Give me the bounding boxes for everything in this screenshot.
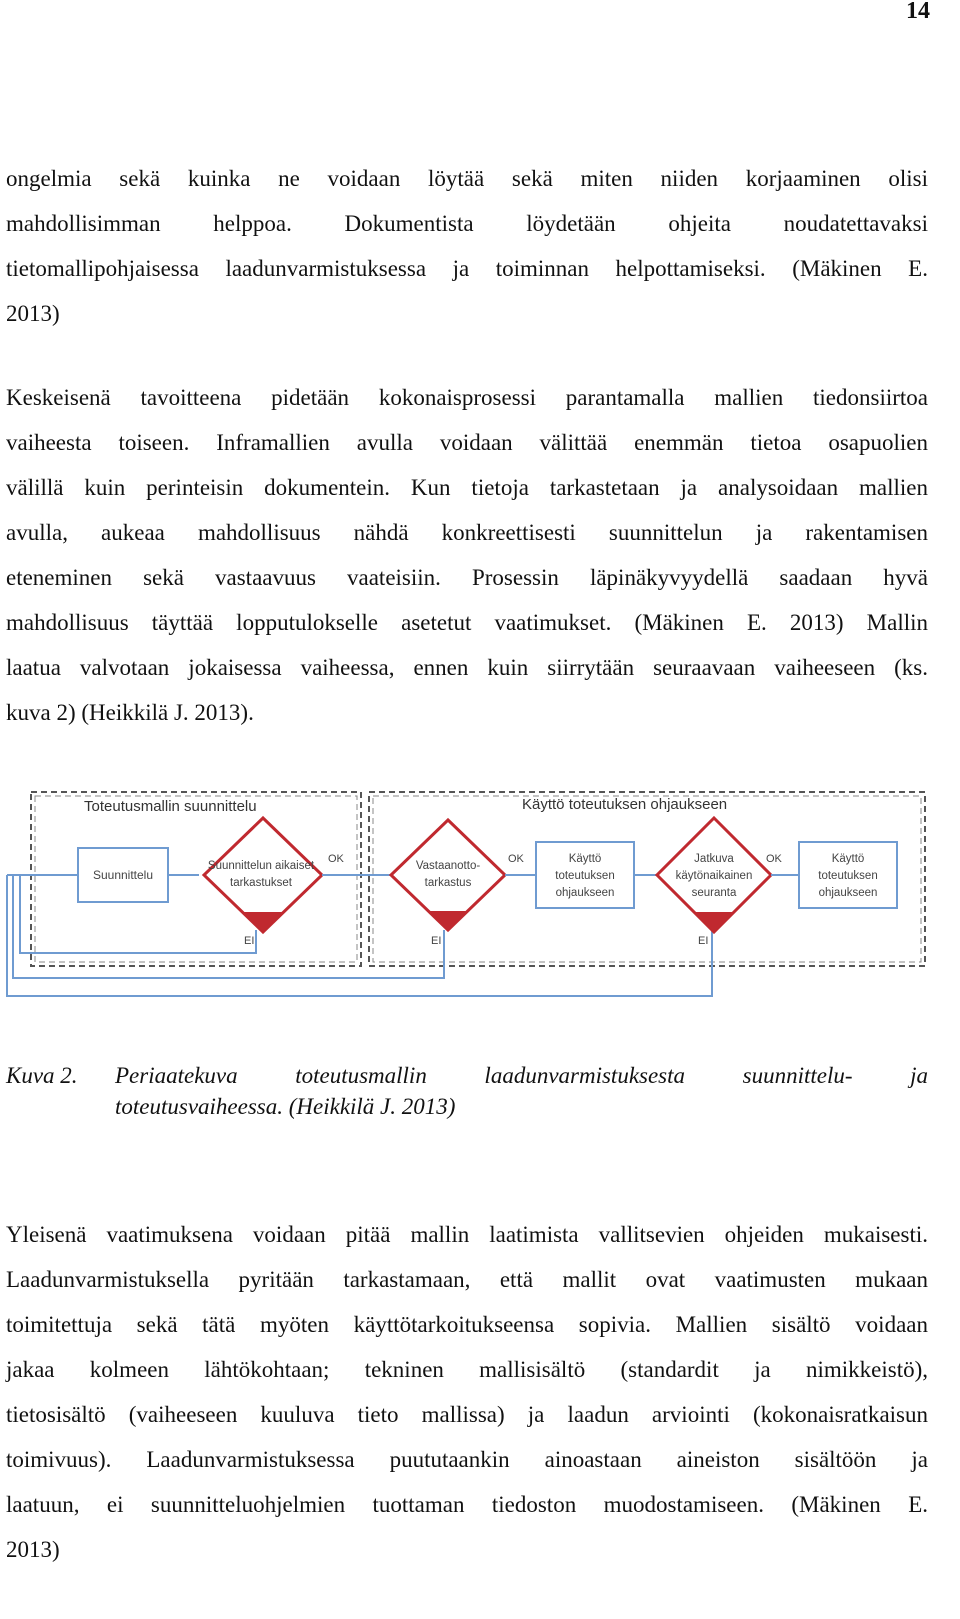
text-line: Keskeisenä tavoitteena pidetään kokonaisprosessi parantamalla mallien tiedonsiirtoa	[6, 385, 928, 410]
diamond-1-label-2: tarkastukset	[230, 877, 292, 889]
text-line: toimivuus). Laadunvarmistuksessa puututaankin ainoastaan aineiston sisältöön ja	[6, 1447, 928, 1472]
text-line: laatua valvotaan jokaisessa vaiheessa, ennen kuin siirrytään seuraavaan vaiheeseen (ks.	[6, 655, 928, 680]
diamond-3-fill	[694, 912, 734, 932]
text-line: tietosisältö (vaiheeseen kuuluva tieto mallissa) ja laadun arviointi (kokonaisratkaisun	[6, 1402, 928, 1427]
paragraph-2	[6, 375, 928, 735]
diamond-2-label-2: tarkastus	[424, 877, 472, 889]
ei-label-3: EI	[698, 935, 709, 947]
paragraph-3	[6, 1212, 928, 1572]
diamond-2-label-1: Vastaanotto-	[415, 860, 481, 872]
diamond-3-label-2: käytönaikainen	[675, 870, 753, 882]
text-line: kuva 2) (Heikkilä J. 2013).	[6, 700, 254, 725]
ok-label-1: OK	[328, 853, 344, 865]
diamond-3-label-1: Jatkuva	[694, 853, 734, 865]
ei-label-1: EI	[244, 935, 255, 947]
box-kaytto-1-label-2: toteutuksen	[555, 870, 615, 882]
diamond-1-label-1: Suunnittelun aikaiset	[207, 860, 315, 872]
ok-label-3: OK	[766, 853, 782, 865]
box-kaytto-1-label-3: ohjaukseen	[555, 887, 615, 899]
diamond-1-fill	[242, 912, 284, 932]
ok-label-2: OK	[508, 853, 524, 865]
process-diagram	[6, 780, 930, 1005]
caption-line: Periaatekuva toteutusmallin laadunvarmistuksesta suunnittelu- ja	[115, 1063, 928, 1088]
text-line: vaiheesta toiseen. Inframallien avulla voidaan välittää enemmän tietoa osapuolien	[6, 430, 928, 455]
text-line: jakaa kolmeen lähtökohtaan; tekninen mallisisältö (standardit ja nimikkeistö),	[6, 1357, 928, 1382]
process-diagram-svg	[6, 780, 930, 1005]
ei-label-2: EI	[431, 935, 442, 947]
caption-line: toteutusvaiheessa. (Heikkilä J. 2013)	[115, 1094, 456, 1119]
text-line: välillä kuin perinteisin dokumentein. Kun tietoja tarkastetaan ja analysoidaan mallien	[6, 475, 928, 500]
group-left-title: Toteutusmallin suunnittelu	[84, 798, 257, 815]
text-line: eteneminen sekä vastaavuus vaateisiin. Prosessin läpinäkyvyydellä saadaan hyvä	[6, 565, 928, 590]
text-line: Laadunvarmistuksella pyritään tarkastamaan, että mallit ovat vaatimusten mukaan	[6, 1267, 928, 1292]
group-right-title: Käyttö toteutuksen ohjaukseen	[522, 796, 728, 813]
paragraph-1	[6, 156, 928, 336]
box-suunnittelu-label: Suunnittelu	[92, 868, 154, 882]
page-number: 14	[906, 0, 930, 24]
text-line: toimitettuja sekä tätä myöten käyttötarkoitukseensa sopivia. Mallien sisältö voidaan	[6, 1312, 928, 1337]
text-line: avulla, aukeaa mahdollisuus nähdä konkreettisesti suunnittelun ja rakentamisen	[6, 520, 928, 545]
caption-text	[115, 1060, 928, 1122]
text-line: laatuun, ei suunnitteluohjelmien tuottaman tiedoston muodostamiseen. (Mäkinen E.	[6, 1492, 928, 1517]
box-kaytto-2-label-3: ohjaukseen	[818, 887, 878, 899]
text-line: 2013)	[6, 301, 60, 326]
text-line: mahdollisimman helppoa. Dokumentista löydetään ohjeita noudatettavaksi	[6, 211, 928, 236]
text-line: mahdollisuus täyttää lopputulokselle asetetut vaatimukset. (Mäkinen E. 2013) Mallin	[6, 610, 928, 635]
text-line: ongelmia sekä kuinka ne voidaan löytää sekä miten niiden korjaaminen olisi	[6, 166, 928, 191]
text-line: tietomallipohjaisessa laadunvarmistuksessa ja toiminnan helpottamiseksi. (Mäkinen E.	[6, 256, 928, 281]
diamond-2-fill	[428, 911, 468, 930]
box-kaytto-2-label-2: toteutuksen	[818, 870, 878, 882]
caption-label: Kuva 2.	[6, 1063, 78, 1088]
text-line: Yleisenä vaatimuksena voidaan pitää mallin laatimista vallitsevien ohjeiden mukaisesti.	[6, 1222, 928, 1247]
text-line: 2013)	[6, 1537, 60, 1562]
box-kaytto-1-label-1: Käyttö	[568, 853, 602, 865]
box-kaytto-2-label-1: Käyttö	[831, 853, 865, 865]
diamond-3-label-3: seuranta	[691, 887, 737, 899]
